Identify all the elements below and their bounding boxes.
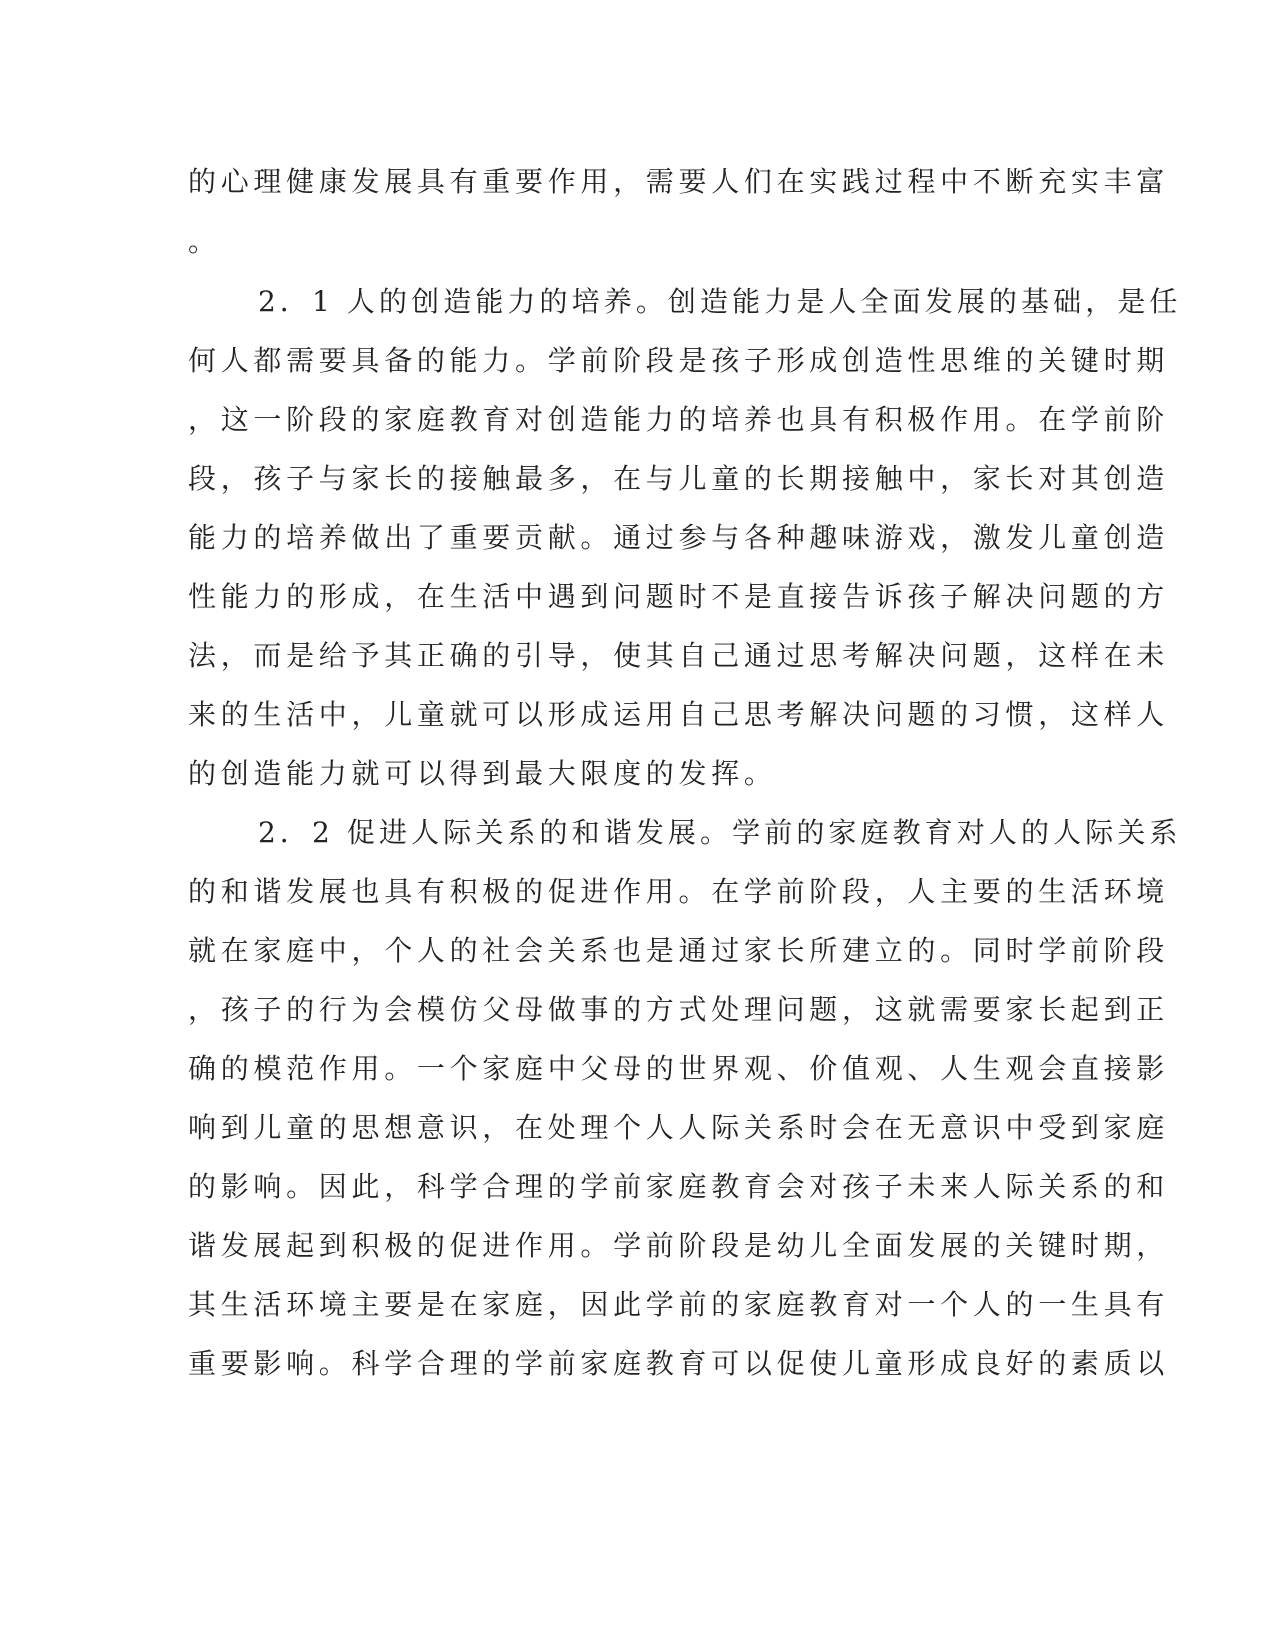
text-line: 的影响。因此，科学合理的学前家庭教育会对孩子未来人际关系的和 [188,1170,1170,1203]
text-line: 谐发展起到积极的促进作用。学前阶段是幼儿全面发展的关键时期， [188,1229,1170,1262]
text-line: 的和谐发展也具有积极的促进作用。在学前阶段，人主要的生活环境 [188,875,1170,908]
text-line: 响到儿童的思想意识，在处理个人人际关系时会在无意识中受到家庭 [188,1111,1170,1144]
text-line: 法，而是给予其正确的引导，使其自己通过思考解决问题，这样在未 [188,639,1170,672]
text-line: 的创造能力就可以得到最大限度的发挥。 [188,757,777,790]
text-line: 就在家庭中，个人的社会关系也是通过家长所建立的。同时学前阶段 [188,934,1170,967]
text-line: 能力的培养做出了重要贡献。通过参与各种趣味游戏，激发儿童创造 [188,521,1170,554]
text-line: 其生活环境主要是在家庭，因此学前的家庭教育对一个人的一生具有 [188,1288,1170,1321]
text-line: 的心理健康发展具有重要作用，需要人们在实践过程中不断充实丰富 [188,165,1170,198]
text-line: 。 [188,225,221,258]
text-line: 重要影响。科学合理的学前家庭教育可以促使儿童形成良好的素质以 [188,1347,1170,1380]
text-line: 确的模范作用。一个家庭中父母的世界观、价值观、人生观会直接影 [188,1052,1170,1085]
text-line: 来的生活中，儿童就可以形成运用自己思考解决问题的习惯，这样人 [188,698,1170,731]
text-line: ，这一阶段的家庭教育对创造能力的培养也具有积极作用。在学前阶 [188,403,1170,436]
text-line: 何人都需要具备的能力。学前阶段是孩子形成创造性思维的关键时期 [188,344,1170,377]
text-line: ，孩子的行为会模仿父母做事的方式处理问题，这就需要家长起到正 [188,993,1170,1026]
text-line: 段，孩子与家长的接触最多，在与儿童的长期接触中，家长对其创造 [188,462,1170,495]
paragraph-2-1-first-line: 2．1 人的创造能力的培养。创造能力是人全面发展的基础，是任 [258,285,1182,318]
text-line: 性能力的形成，在生活中遇到问题时不是直接告诉孩子解决问题的方 [188,580,1170,613]
paragraph-2-2-first-line: 2．2 促进人际关系的和谐发展。学前的家庭教育对人的人际关系 [258,816,1182,849]
